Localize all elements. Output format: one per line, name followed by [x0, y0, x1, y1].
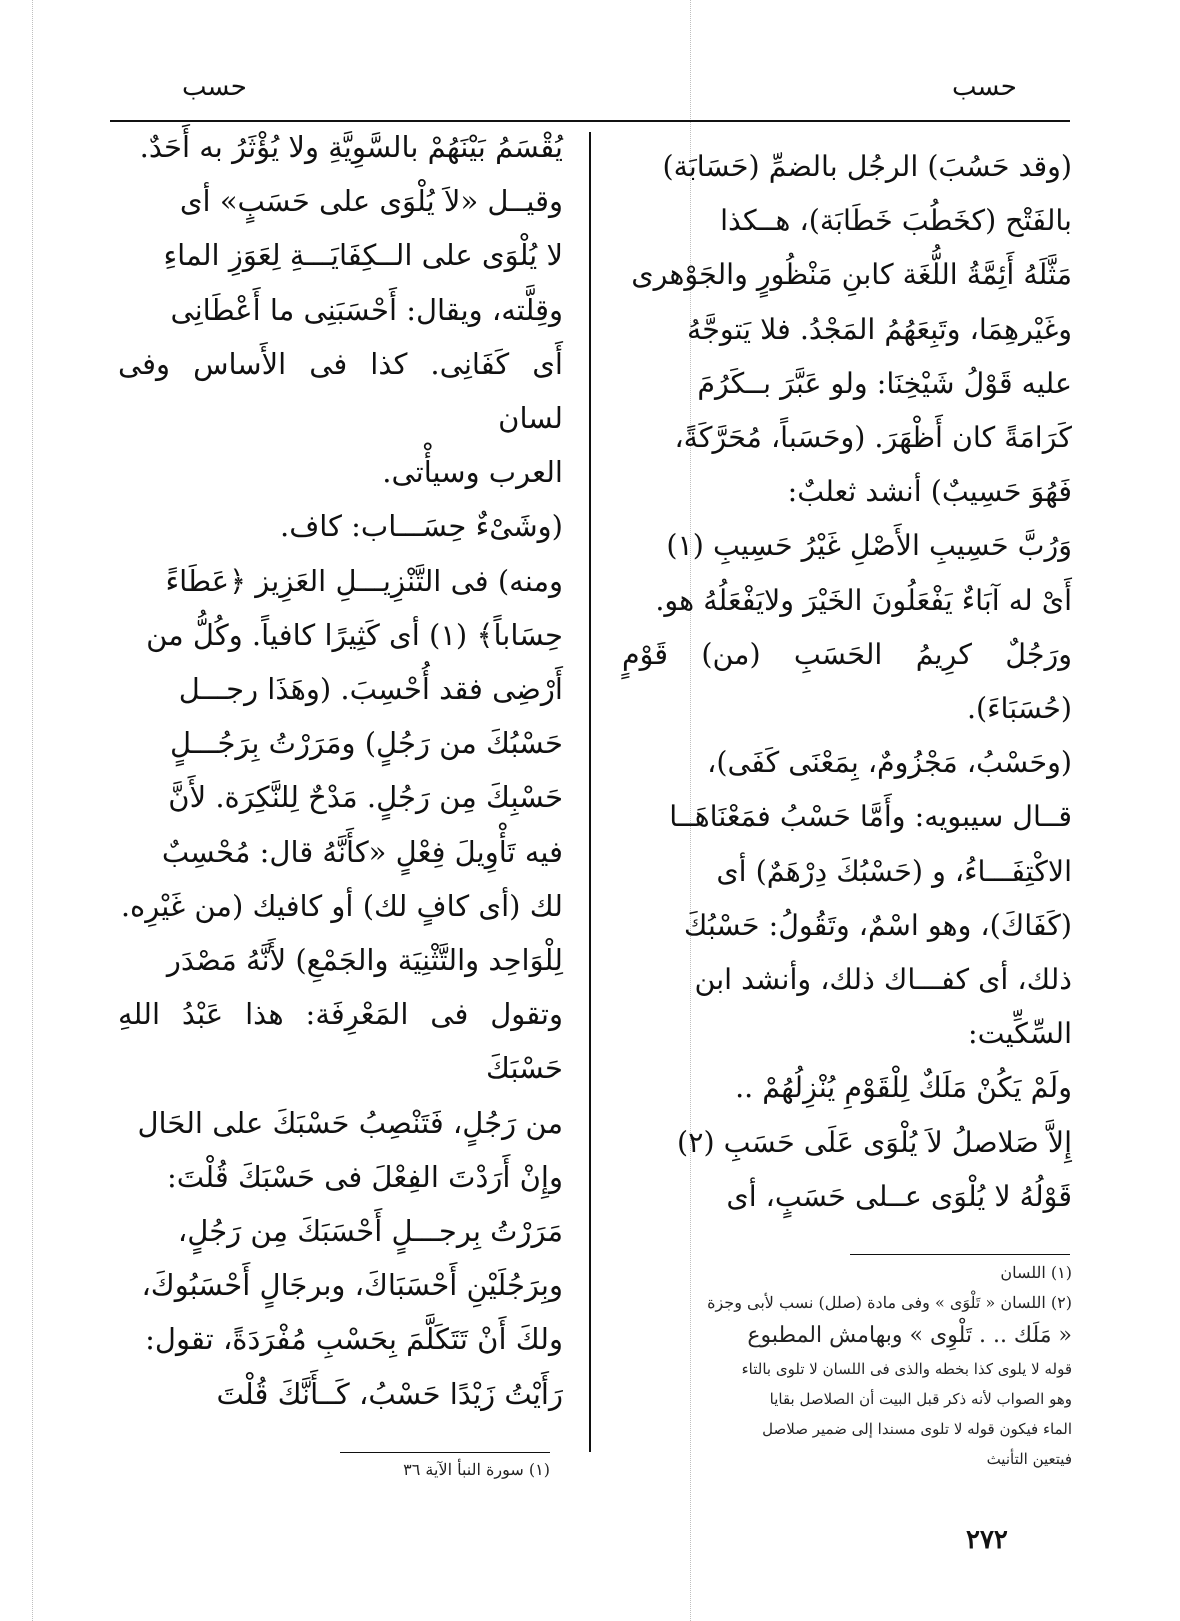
text-line: ولكَ أَنْ تَتَكَلَّمَ بِحَسْبِ مُفْرَدَةً، تقول:	[145, 1322, 563, 1357]
footnote-2-text: الماء فيكون قوله لا تلوى مسندا إلى ضمير صلاصل	[762, 1420, 1072, 1438]
verse-line: ولَمْ يَكُنْ مَلَكٌ لِلْقَوْمِ يُنْزِلُهُمْ ..	[735, 1071, 1072, 1105]
footnotes-left	[340, 1460, 550, 1479]
footnote-2: (٢) اللسان « تَلْوَى » وفى مادة (صلل) نسب لأبى وجزة	[707, 1293, 1072, 1312]
text-line: أَى كَفَانِى. كذا فى الأَساس وفى لسان	[118, 346, 563, 436]
text-line: السِّكِّيت:	[968, 1017, 1072, 1051]
footnote-2-continuation: « مَلَك .. . تَلْوِى » وبهامش المطبوع	[747, 1323, 1072, 1348]
footnote-2-text: وهو الصواب لأنه ذكر قبل البيت أن الصلاصل بقايا	[769, 1390, 1072, 1408]
scan-fold-line	[32, 0, 33, 1621]
footnote-1: (١) اللسان	[1000, 1263, 1072, 1282]
footnote-rule-left	[340, 1452, 550, 1453]
text-line: الاكْتِفَـــاءُ، و (حَسْبُكَ دِرْهَمٌ) أى	[716, 854, 1072, 888]
text-line: فيه تَأْوِيلَ فِعْلٍ «كأَنَّهُ قال: مُحْسِبٌ	[161, 834, 563, 869]
text-line: ومنه) فى التَّنْزِيـــلِ العَزِيز ﴿عَطَاءً	[165, 563, 563, 598]
text-line: حِسَاباً﴾ (١) أى كَثِيرًا كافياً. وكُلُّ من	[146, 617, 563, 652]
text-line: لِلْوَاحِد والتَّثْنِيَة والجَمْعِ) لأَنَّهُ مَصْدَر	[166, 943, 563, 978]
text-line: عليه قَوْلُ شَيْخِنَا: ولو عَبَّرَ بــكَرُمَ	[697, 366, 1072, 400]
text-line: أَىْ له آبَاءٌ يَفْعَلُونَ الخَيْرَ ولايَفْعَلُهُ هو.	[655, 583, 1072, 617]
text-line: فَهُوَ حَسِيبٌ) أنشد ثعلبٌ:	[787, 475, 1072, 509]
text-line: العرب وسيأْتى.	[382, 455, 563, 490]
verse-line: وَرُبَّ حَسِيبِ الأَصْلِ غَيْرُ حَسِيبِ (١)	[666, 529, 1072, 563]
right-text-column	[622, 140, 1072, 1224]
text-line: مَثَّلَهُ أَئِمَّةُ اللُّغَة كابنِ مَنْظُورٍ والجَوْهرى	[631, 258, 1072, 292]
text-line: أَرْضِى فقد أُحْسِبَ. (وهَذَا رجـــل	[178, 672, 563, 707]
text-line: ذلك، أى كفـــاك ذلك، وأنشد ابن	[694, 963, 1072, 997]
text-line: مَرَرْتُ بِرجـــلٍ أَحْسَبَكَ مِن رَجُلٍ،	[177, 1214, 563, 1249]
running-header-right: حسب	[952, 72, 1017, 102]
column-divider	[589, 132, 591, 1452]
text-line: قــال سيبويه: وأَمَّا حَسْبُ فمَعْنَاهَــا	[669, 800, 1072, 834]
text-line: من رَجُلٍ، فَتَنْصِبُ حَسْبَكَ على الحَال	[137, 1105, 563, 1140]
text-line: وغَيْرهِمَا، وتَبِعَهُمُ المَجْدُ. فلا يَتوجَّهُ	[686, 312, 1072, 346]
footnote-2-text: قوله لا يلوى كذا بخطه والذى فى اللسان لا تلوى بالتاء	[741, 1360, 1072, 1378]
footnotes-right	[622, 1258, 1072, 1474]
text-line: رَأَيْتُ زَيْدًا حَسْبُ، كَــأَنَّكَ قُلْتَ	[216, 1376, 563, 1411]
text-line: حَسْبِكَ مِن رَجُلٍ. مَدْحٌ لِلنَّكِرَة. لأَنَّ	[168, 780, 563, 815]
text-line: وقِلَّته، ويقال: أَحْسَبَنِى ما أَعْطَانِى	[170, 292, 563, 327]
page-number: ٢٧٢	[966, 1525, 1008, 1555]
text-line: يُقْسَمُ بَيْنَهُمْ بالسَّوِيَّةِ ولا يُؤْثَرُ به أَحَدٌ.	[139, 130, 563, 164]
running-header-left: حسب	[182, 72, 247, 102]
text-line: (وحَسْبُ، مَجْزُومٌ، بِمَعْنَى كَفَى)،	[707, 746, 1072, 780]
verse-line: إِلاَّ صَلاصلُ لاَ يُلْوَى عَلَى حَسَبِ (٢)	[677, 1125, 1072, 1159]
text-line: لا يُلْوَى على الــكِفَايَـــةِ لِعَوَزِ الماءِ	[163, 238, 563, 273]
text-line: لك (أى كافٍ لك) أو كافيك (من غَيْرِه.	[120, 888, 563, 923]
text-line: ورَجُلٌ كرِيمُ الحَسَبِ (من) قَوْمٍ (حُسَبَاءَ).	[622, 637, 1072, 726]
footnote-1: (١) سورة النبأ الآية ٣٦	[403, 1460, 550, 1479]
text-line: حَسْبُكَ من رَجُلٍ) ومَرَرْتُ بِرَجُـــلٍ	[170, 726, 563, 761]
text-line: وبِرَجُلَيْنِ أَحْسَبَاكَ، وبرجَالٍ أَحْسَبُوكَ،	[141, 1268, 563, 1303]
text-line: قَوْلُهُ لا يُلْوَى عــلى حَسَبٍ، أى	[726, 1179, 1072, 1213]
text-line: وقيــل «لاَ يُلْوَى على حَسَبٍ» أى	[179, 184, 563, 219]
text-line: كَرَامَةً كان أَظْهَرَ. (وحَسَباً، مُحَرَّكَةً،	[674, 421, 1072, 455]
text-line: وتقول فى المَعْرِفَة: هذا عَبْدُ اللهِ حَسْبَكَ	[118, 997, 563, 1086]
footnote-rule-right	[850, 1254, 1070, 1255]
text-line: (وشَىْءٌ حِسَـــاب: كاف.	[280, 509, 563, 544]
text-line: وإِنْ أَرَدْتَ الفِعْلَ فى حَسْبَكَ قُلْتَ:	[167, 1159, 563, 1194]
text-line: بالفَتْح (كخَطُبَ خَطَابَة)، هــكذا	[720, 204, 1072, 238]
left-text-column	[118, 120, 563, 1421]
footnote-2-text: فيتعين التأنيث	[986, 1450, 1072, 1468]
text-line: (كَفَاكَ)، وهو اسْمٌ، وتَقُولُ: حَسْبُكَ	[683, 908, 1072, 942]
text-line: (وقد حَسُبَ) الرجُل بالضمِّ (حَسَابَة)	[662, 150, 1072, 183]
